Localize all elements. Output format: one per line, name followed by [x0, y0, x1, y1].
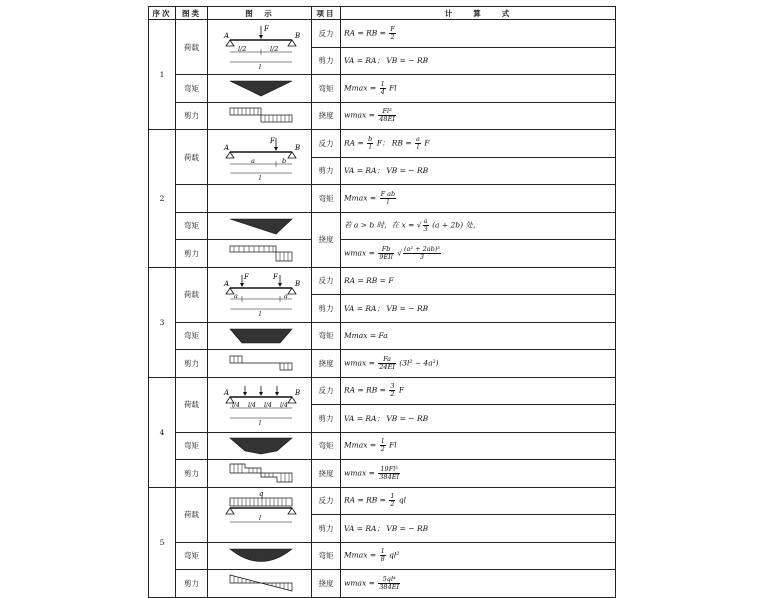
case4-moment-den: 2 [380, 445, 385, 454]
case5-defl-den: 384EI [379, 582, 400, 591]
case5-moment-num: 1 [380, 547, 385, 556]
case4-load-label: 荷载 [176, 377, 208, 432]
case5-defl-lhs: wmax = [344, 578, 375, 588]
case5-moment-formula [341, 542, 616, 570]
case2-fig-F: F [269, 137, 275, 145]
case1-load-label: 荷载 [176, 20, 208, 75]
header-row [149, 7, 616, 20]
case3-fig-F2: F [272, 272, 278, 281]
case3-defl-den: 24EI [379, 362, 395, 371]
case5-moment-tail: ql² [389, 550, 400, 560]
case2-reaction-mid: F； RB = [376, 138, 412, 148]
case2-fig-b: b [281, 157, 286, 165]
case2-defl-cond-den: 3 [423, 225, 428, 234]
header-no: 序次 [149, 7, 176, 20]
case1-moment-lhs: Mmax = [344, 83, 377, 93]
case1-shear-label: 剪力 [312, 47, 341, 75]
case1-defl-lhs: wmax = [344, 110, 375, 120]
case1-moment-row [149, 75, 616, 103]
case2-reaction-num: b [368, 134, 373, 143]
case1-fig-B: B [294, 32, 300, 40]
case2-defl-root-den: 3 [419, 252, 425, 261]
case4-moment-num: 1 [380, 437, 385, 446]
case1-fig-half1: l/2 [237, 45, 246, 53]
case1-fig-span: l [258, 63, 261, 71]
case3-load-figure [208, 267, 312, 322]
case2-deflection-formula: wmax = $\frac{Fb}{\text{9EIl}}$ √ $\frac{\text{(a² + 2ab)³}}{3}$ [341, 240, 616, 268]
case3-moment-figure [208, 322, 312, 350]
case4-shear-label: 剪力 [312, 405, 341, 433]
case4-defl-den: 384EI [379, 472, 400, 481]
case4-reaction-den: 2 [390, 390, 395, 399]
case2-shear-type: 剪力 [176, 240, 208, 268]
case3-no: 3 [149, 267, 176, 377]
case1-shear-type: 剪力 [176, 102, 208, 130]
case2-reaction-den2: l [416, 142, 419, 151]
case2-moment-formula [341, 185, 616, 213]
case2-deflection-cond: 若 a > b 时，在 x = √ $\frac{a}{3}$ (a + 2b) 处， [341, 212, 616, 240]
case2-fig-span: l [258, 174, 261, 182]
header-type: 图类 [176, 7, 208, 20]
case1-fig-half2: l/2 [269, 45, 278, 53]
case1-moment-den: 4 [380, 87, 385, 96]
case5-moment-lhs: Mmax = [344, 550, 377, 560]
case5-reaction-num: 1 [390, 492, 395, 501]
case4-shear-formula: VA = RA； VB = − RB [341, 405, 616, 433]
case3-load-label: 荷载 [176, 267, 208, 322]
case5-reaction-tail: ql [398, 495, 407, 505]
header-item: 项目 [312, 7, 341, 20]
case5-fig-span: l [258, 513, 261, 522]
case1-moment-num: 1 [380, 79, 385, 88]
case1-reaction-label: 反力 [312, 20, 341, 48]
case4-load-figure [208, 377, 312, 432]
case4-fig-q1: l/4 [231, 401, 240, 409]
case3-fig-F1: F [243, 272, 249, 281]
case2-reaction-formula [341, 130, 616, 158]
case5-fig-q: q [258, 489, 263, 498]
case5-load-label: 荷载 [176, 487, 208, 542]
case2-defl-cond: 若 a > b 时，在 x = [344, 220, 415, 230]
case5-defl-num: 5ql⁴ [378, 576, 400, 584]
case2-reaction-tail: F [424, 138, 430, 148]
case4-deflection-row [149, 460, 616, 488]
case4-fig-q2: l/4 [247, 401, 256, 409]
case1-defl-num: Fl³ [378, 108, 396, 116]
case4-moment-row [149, 432, 616, 460]
header-figure: 图 示 [208, 7, 312, 20]
case2-reaction-num2: a [416, 134, 420, 143]
case5-moment-label: 弯矩 [312, 542, 341, 570]
case2-moment-den: l [386, 197, 389, 206]
case1-reaction-formula [341, 20, 616, 48]
case5-no: 5 [149, 487, 176, 597]
case4-reaction-tail: F [398, 385, 405, 395]
case2-deflection-row [149, 240, 616, 268]
case5-reaction-den: 2 [390, 500, 395, 509]
case4-moment-type: 弯矩 [176, 432, 208, 460]
case5-reaction-row [149, 487, 616, 515]
case5-reaction-lhs: RA = RB = [344, 495, 386, 505]
case2-shear-label: 剪力 [312, 157, 341, 185]
formula-table [148, 6, 616, 598]
case3-shear-formula: VA = RA； VB = − RB [341, 295, 616, 323]
case2-moment-figure [208, 212, 312, 240]
case4-reaction-num: 3 [390, 382, 395, 391]
case4-fig-A: A [223, 388, 229, 397]
case4-deflection-formula [341, 460, 616, 488]
case3-shear-label: 剪力 [312, 295, 341, 323]
case1-reaction-num: F [390, 24, 395, 33]
case5-load-figure [208, 487, 312, 542]
case4-moment-lhs: Mmax = [344, 440, 377, 450]
case3-fig-a2: a [283, 291, 288, 300]
case4-no: 4 [149, 377, 176, 487]
case5-reaction-formula [341, 487, 616, 515]
case2-moment-lhs: Mmax = [344, 193, 377, 203]
case3-defl-num: Fa [378, 356, 396, 364]
case1-shear-figure [208, 102, 312, 130]
case3-fig-a1: a [233, 291, 238, 300]
case4-moment-tail: Fl [389, 440, 397, 450]
case3-moment-label: 弯矩 [312, 322, 341, 350]
case4-fig-B: B [294, 388, 300, 397]
case2-load-label: 荷载 [176, 130, 208, 185]
case5-shear-formula: VA = RA； VB = − RB [341, 515, 616, 543]
case3-moment-type: 弯矩 [176, 322, 208, 350]
case3-defl-tail: (3l² − 4a²) [399, 358, 439, 368]
case1-shear-formula: VA = RA； VB = − RB [341, 47, 616, 75]
case1-reaction-row [149, 20, 616, 48]
case2-moment-num: F ab [380, 189, 396, 198]
case2-fig-A: A [223, 144, 229, 152]
case2-shear-figure [208, 240, 312, 268]
case3-reaction-formula: RA = RB = F [341, 267, 616, 295]
case2-reaction-row [149, 130, 616, 158]
case4-deflection-label: 挠度 [312, 460, 341, 488]
case2-moment-type: 弯矩 [176, 212, 208, 240]
case1-no: 1 [149, 20, 176, 130]
case5-shear-type: 剪力 [176, 570, 208, 598]
case4-fig-q4: l/4 [279, 401, 288, 409]
case4-moment-figure [208, 432, 312, 460]
case2-defl-num: Fb [378, 246, 394, 254]
case4-fig-span: l [258, 418, 261, 427]
case5-shear-label: 剪力 [312, 515, 341, 543]
case4-reaction-lhs: RA = RB = [344, 385, 386, 395]
case3-reaction-row [149, 267, 616, 295]
case4-shear-figure [208, 460, 312, 488]
case1-deflection-label: 挠度 [312, 102, 341, 130]
case1-load-figure [208, 20, 312, 75]
case3-moment-row [149, 322, 616, 350]
case2-reaction-lhs: RA = [344, 138, 364, 148]
case2-deflection-label: 挠度 [312, 212, 341, 267]
case2-moment-fig-row [149, 212, 616, 240]
case2-fig-B: B [294, 144, 300, 152]
case5-moment-type: 弯矩 [176, 542, 208, 570]
case2-no: 2 [149, 130, 176, 268]
case1-defl-den: 48EI [379, 115, 395, 124]
case4-defl-lhs: wmax = [344, 468, 375, 478]
case3-defl-lhs: wmax = [344, 358, 375, 368]
case1-reaction-lhs: RA = RB = [344, 28, 386, 38]
case5-moment-figure [208, 542, 312, 570]
case2-reaction-den: l [369, 142, 372, 151]
case2-moment-row [149, 185, 616, 213]
case3-fig-A: A [223, 279, 229, 288]
case2-defl-lhs: wmax = [344, 248, 375, 258]
case5-deflection-formula [341, 570, 616, 598]
case4-reaction-row [149, 377, 616, 405]
case2-reaction-label: 反力 [312, 130, 341, 158]
case4-fig-q3: l/4 [263, 401, 272, 409]
case1-deflection-row [149, 102, 616, 130]
case1-reaction-den: 2 [390, 32, 395, 41]
case3-fig-span: l [258, 309, 261, 318]
case2-defl-cond-num: a [423, 217, 428, 226]
case1-fig-F: F [263, 25, 269, 33]
case5-shear-figure [208, 570, 312, 598]
beam-formula-table [148, 6, 616, 591]
case4-moment-formula [341, 432, 616, 460]
case2-load-figure [208, 130, 312, 185]
case3-deflection-label: 挠度 [312, 350, 341, 378]
case2-moment-type-top [176, 185, 208, 213]
case1-moment-formula [341, 75, 616, 103]
header-calc: 计 算 式 [341, 7, 616, 20]
case1-moment-type: 弯矩 [176, 75, 208, 103]
case3-deflection-row [149, 350, 616, 378]
case1-moment-tail: Fl [389, 83, 397, 93]
case2-defl-root-num: (a² + 2ab)³ [404, 244, 440, 253]
case4-reaction-formula [341, 377, 616, 405]
case5-moment-row [149, 542, 616, 570]
case4-reaction-label: 反力 [312, 377, 341, 405]
case3-deflection-formula [341, 350, 616, 378]
case3-moment-formula: Mmax = Fa [341, 322, 616, 350]
case2-blank-figure [208, 185, 312, 213]
case1-moment-label: 弯矩 [312, 75, 341, 103]
case4-moment-label: 弯矩 [312, 432, 341, 460]
case3-shear-figure [208, 350, 312, 378]
case1-fig-A: A [223, 32, 229, 40]
case5-moment-den: 8 [380, 555, 385, 564]
case5-reaction-label: 反力 [312, 487, 341, 515]
case3-fig-B: B [294, 279, 300, 288]
case2-moment-label: 弯矩 [312, 185, 341, 213]
case2-fig-a: a [250, 157, 255, 165]
case4-defl-num: 19Fl³ [378, 466, 400, 474]
case3-shear-type: 剪力 [176, 350, 208, 378]
case5-deflection-label: 挠度 [312, 570, 341, 598]
case1-deflection-formula [341, 102, 616, 130]
case1-moment-figure [208, 75, 312, 103]
case4-shear-type: 剪力 [176, 460, 208, 488]
case5-deflection-row [149, 570, 616, 598]
case2-defl-den: 9EIl [379, 252, 393, 261]
case2-defl-cond-tail: (a + 2b) 处， [432, 220, 481, 230]
case3-reaction-label: 反力 [312, 267, 341, 295]
case2-shear-formula: VA = RA； VB = − RB [341, 157, 616, 185]
